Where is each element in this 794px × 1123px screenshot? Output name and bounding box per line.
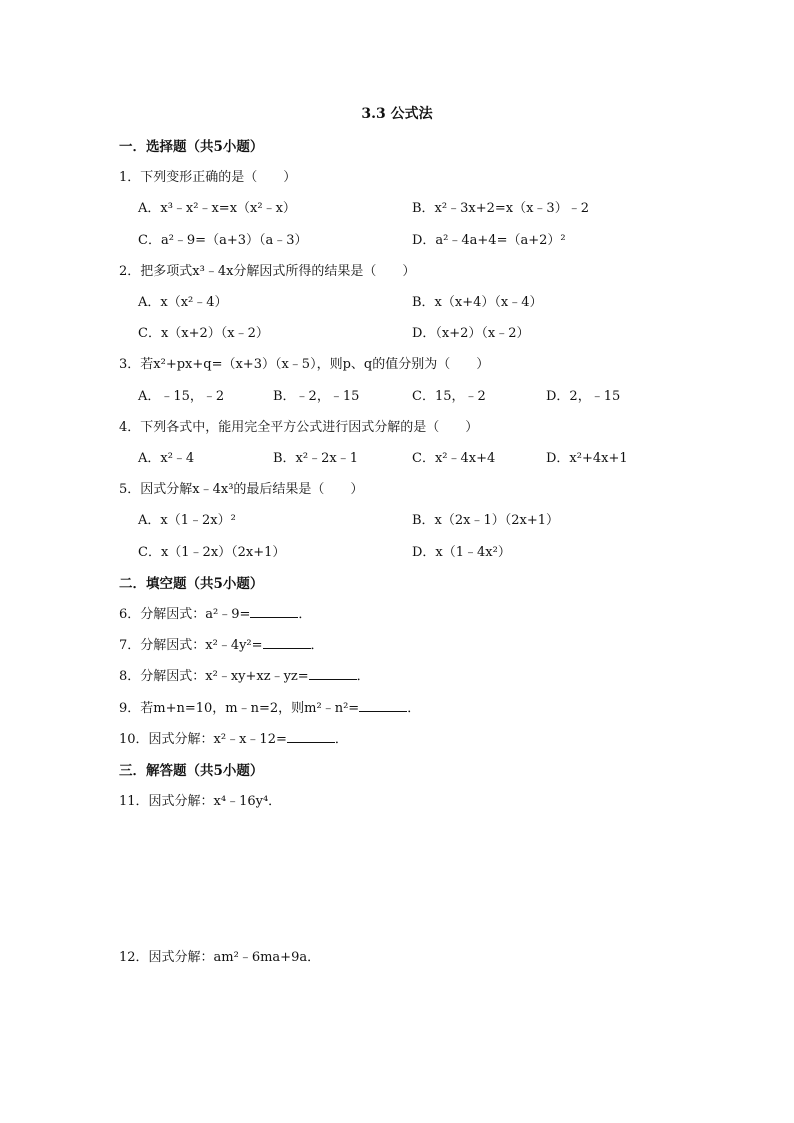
question-9 xyxy=(119,697,420,716)
question-9-text: 9．若m+n=10，m﹣n=2，则m²﹣n²= xyxy=(119,701,360,716)
end-mark: ． xyxy=(356,669,370,684)
question-4-option-c: C．x²﹣4x+4 xyxy=(412,451,496,466)
question-10-text: 10．因式分解：x²﹣x﹣12= xyxy=(119,732,287,747)
question-5-option-b: B．x（2x﹣1）（2x+1） xyxy=(412,513,560,528)
answer-blank xyxy=(287,731,335,743)
question-1-option-d: D．a²﹣4a+4=（a+2）² xyxy=(412,233,566,248)
question-3-option-c: C．15，﹣2 xyxy=(412,389,486,404)
question-3-stem: 3．若x²+px+q=（x+3）（x﹣5），则p、q的值分别为（ ） xyxy=(119,357,490,372)
question-5-stem: 5．因式分解x﹣4x³的最后结果是（ ） xyxy=(119,482,364,497)
question-4-option-a: A．x²﹣4 xyxy=(138,451,195,466)
question-4-stem: 4．下列各式中，能用完全平方公式进行因式分解的是（ ） xyxy=(119,420,479,435)
question-2-option-b: B．x（x+4）（x﹣4） xyxy=(412,295,543,310)
question-11: 11．因式分解：x⁴﹣16y⁴． xyxy=(119,794,282,809)
question-8 xyxy=(119,665,370,684)
question-6 xyxy=(119,603,311,622)
answer-blank xyxy=(263,637,311,649)
question-1-stem: 1．下列变形正确的是（ ） xyxy=(119,170,297,185)
question-7-text: 7．分解因式：x²﹣4y²= xyxy=(119,638,263,653)
question-5-option-c: C．x（1﹣2x）（2x+1） xyxy=(138,545,286,560)
question-5-option-a: A．x（1﹣2x）² xyxy=(138,513,236,528)
question-4-option-d: D．x²+4x+1 xyxy=(546,451,628,466)
answer-blank xyxy=(250,606,298,618)
question-12: 12．因式分解：am²﹣6ma+9a． xyxy=(119,950,321,965)
question-1-option-b: B．x²﹣3x+2=x（x﹣3）﹣2 xyxy=(412,201,589,216)
section-solve-heading: 三．解答题（共5小题） xyxy=(119,763,264,779)
question-1-option-c: C．a²﹣9=（a+3）（a﹣3） xyxy=(138,233,308,248)
question-4-option-b: B．x²﹣2x﹣1 xyxy=(273,451,358,466)
question-8-text: 8．分解因式：x²﹣xy+xz﹣yz= xyxy=(119,669,309,684)
answer-blank xyxy=(359,700,407,712)
question-6-text: 6．分解因式：a²﹣9= xyxy=(119,607,251,622)
question-1-option-a: A．x³﹣x²﹣x=x（x²﹣x） xyxy=(138,201,296,216)
question-2-option-a: A．x（x²﹣4） xyxy=(138,295,228,310)
page-title: 3.3 公式法 xyxy=(361,106,433,122)
section-choice-heading: 一．选择题（共5小题） xyxy=(119,139,264,155)
question-10 xyxy=(119,728,348,747)
end-mark: ． xyxy=(334,732,348,747)
end-mark: ． xyxy=(298,607,312,622)
question-5-option-d: D．x（1﹣4x²） xyxy=(412,545,511,560)
end-mark: ． xyxy=(407,701,421,716)
end-mark: ． xyxy=(310,638,324,653)
answer-blank xyxy=(309,668,357,680)
question-2-option-c: C．x（x+2）（x﹣2） xyxy=(138,326,269,341)
question-2-stem: 2．把多项式x³﹣4x分解因式所得的结果是（ ） xyxy=(119,264,416,279)
question-3-option-a: A．﹣15，﹣2 xyxy=(138,389,225,404)
question-7 xyxy=(119,634,324,653)
question-3-option-b: B．﹣2，﹣15 xyxy=(273,389,360,404)
section-fill-heading: 二．填空题（共5小题） xyxy=(119,576,264,592)
question-3-option-d: D．2，﹣15 xyxy=(546,389,621,404)
question-2-option-d: D．（x+2）（x﹣2） xyxy=(412,326,530,341)
